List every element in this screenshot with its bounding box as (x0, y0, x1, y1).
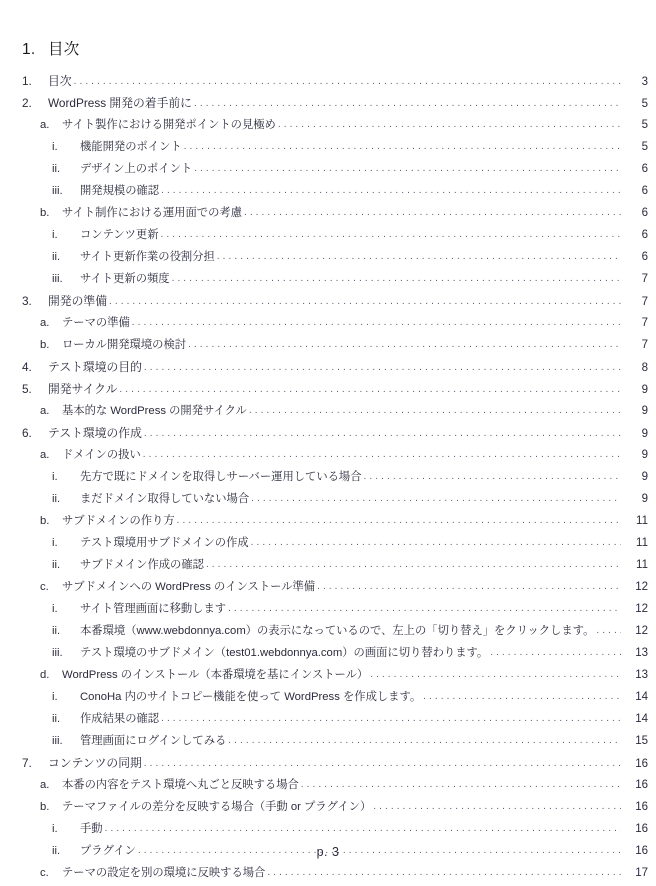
toc-entry-page-number: 9 (641, 384, 648, 396)
page-title (22, 40, 79, 60)
toc-entry[interactable] (0, 336, 656, 358)
toc-entry-marker: 2. (22, 96, 32, 110)
toc-leader-dots (206, 557, 621, 568)
toc-entry-marker: d. (40, 669, 50, 681)
toc-entry-marker: i. (52, 471, 58, 483)
toc-entry-page-number: 13 (635, 669, 648, 681)
toc-entry-page-number: 6 (641, 229, 648, 241)
toc-entry-page-number: 7 (641, 317, 648, 329)
toc-entry-page-number: 3 (641, 76, 648, 88)
toc-leader-dots (177, 513, 621, 524)
toc-entry[interactable] (0, 424, 656, 446)
toc-entry[interactable] (0, 72, 656, 94)
toc-leader-dots (251, 491, 621, 502)
toc-entry-marker: ii. (52, 163, 61, 175)
toc-leader-dots (161, 183, 621, 194)
toc-entry[interactable] (0, 710, 656, 732)
toc-leader-dots (119, 382, 621, 393)
toc-entry-label: サイト管理画面に移動します (80, 603, 227, 615)
toc-leader-dots (228, 733, 621, 744)
toc-leader-dots (249, 403, 621, 414)
toc-leader-dots (105, 821, 621, 832)
toc-entry-page-number: 12 (635, 603, 648, 615)
toc-entry-page-number: 14 (635, 691, 648, 703)
toc-entry-label: サイト制作における運用面での考慮 (62, 207, 242, 219)
toc-entry[interactable] (0, 820, 656, 842)
toc-entry-page-number: 12 (635, 625, 648, 637)
toc-entry[interactable] (0, 358, 656, 380)
toc-entry-label: 機能開発のポイント (80, 141, 182, 153)
toc-entry-marker: i. (52, 229, 58, 241)
toc-leader-dots (251, 535, 621, 546)
toc-entry[interactable] (0, 688, 656, 710)
toc-leader-dots (373, 799, 621, 810)
toc-entry-label: 手動 (80, 823, 103, 835)
toc-entry[interactable] (0, 138, 656, 160)
toc-entry-label: 開発サイクル (48, 382, 118, 396)
toc-entry-page-number: 15 (635, 735, 648, 747)
toc-entry[interactable] (0, 402, 656, 424)
toc-entry[interactable] (0, 622, 656, 644)
toc-entry-marker: a. (40, 779, 50, 791)
toc-entry-label: ConoHa 内のサイトコピー機能を使って WordPress を作成します。 (80, 691, 422, 703)
toc-entry-page-number: 16 (635, 823, 648, 835)
toc-entry[interactable] (0, 248, 656, 270)
toc-entry-marker: i. (52, 691, 58, 703)
toc-leader-dots (161, 711, 621, 722)
toc-entry[interactable] (0, 314, 656, 336)
toc-leader-dots (596, 623, 621, 634)
toc-entry[interactable] (0, 556, 656, 578)
toc-entry-label: 本番環境（www.webdonnya.com）の表示になっているので、左上の「切り替え」をクリックします。 (80, 625, 595, 637)
toc-leader-dots (228, 601, 621, 612)
toc-leader-dots (423, 689, 621, 700)
toc-leader-dots (217, 249, 621, 260)
toc-entry-label: 目次 (48, 74, 72, 88)
toc-entry-page-number: 5 (641, 98, 648, 110)
toc-entry[interactable] (0, 578, 656, 600)
toc-entry-page-number: 16 (635, 845, 648, 857)
toc-entry[interactable] (0, 116, 656, 138)
toc-entry-label: 開発規模の確認 (80, 185, 160, 197)
toc-entry-marker: a. (40, 449, 50, 461)
toc-entry-marker: b. (40, 515, 50, 527)
toc-entry[interactable] (0, 512, 656, 534)
toc-leader-dots (188, 337, 621, 348)
toc-entry-page-number: 7 (641, 296, 648, 308)
toc-entry-label: 先方で既にドメインを取得しサーバー運用している場合 (80, 471, 362, 483)
toc-entry-page-number: 9 (641, 405, 648, 417)
toc-entry[interactable] (0, 534, 656, 556)
table-of-contents (0, 72, 656, 886)
toc-entry-label: コンテンツの同期 (48, 756, 142, 770)
page-footer: p. 3 (316, 845, 340, 859)
toc-entry-page-number: 9 (641, 493, 648, 505)
toc-entry-page-number: 11 (636, 559, 648, 571)
toc-entry-label: 本番の内容をテスト環境へ丸ごと反映する場合 (62, 779, 299, 791)
toc-entry-page-number: 6 (641, 251, 648, 263)
toc-entry-marker: ii. (52, 493, 61, 505)
toc-entry[interactable] (0, 490, 656, 512)
page-title-text: 目次 (48, 41, 80, 58)
toc-entry[interactable] (0, 666, 656, 688)
toc-leader-dots (144, 426, 621, 437)
toc-entry[interactable] (0, 732, 656, 754)
toc-entry[interactable] (0, 160, 656, 182)
toc-entry-page-number: 6 (641, 207, 648, 219)
toc-entry-page-number: 14 (635, 713, 648, 725)
toc-entry-label: プラグイン (80, 845, 136, 857)
toc-entry-label: サイト更新作業の役割分担 (80, 251, 215, 263)
toc-entry-page-number: 7 (641, 339, 648, 351)
toc-leader-dots (161, 227, 621, 238)
toc-entry[interactable] (0, 600, 656, 622)
toc-leader-dots (144, 756, 621, 767)
toc-entry-page-number: 6 (641, 163, 648, 175)
toc-entry-marker: iii. (52, 647, 63, 659)
toc-leader-dots (364, 469, 621, 480)
toc-leader-dots (172, 271, 621, 282)
toc-entry-page-number: 11 (636, 537, 648, 549)
toc-entry-page-number: 12 (635, 581, 648, 593)
toc-entry-page-number: 16 (635, 801, 648, 813)
toc-entry-marker: a. (40, 405, 50, 417)
toc-entry-page-number: 7 (641, 273, 648, 285)
toc-leader-dots (184, 139, 621, 150)
toc-entry-label: テーマの設定を別の環境に反映する場合 (62, 867, 266, 879)
toc-entry[interactable] (0, 468, 656, 490)
toc-entry[interactable] (0, 270, 656, 292)
toc-entry-label: テスト環境用サブドメインの作成 (80, 537, 249, 549)
toc-entry-page-number: 16 (635, 758, 648, 770)
toc-entry-page-number: 9 (641, 428, 648, 440)
toc-entry-marker: b. (40, 207, 50, 219)
toc-leader-dots (109, 294, 621, 305)
toc-entry-label: 管理画面にログインしてみる (80, 735, 227, 747)
toc-entry-marker: ii. (52, 251, 61, 263)
toc-entry-marker: a. (40, 317, 50, 329)
toc-entry-label: サブドメイン作成の確認 (80, 559, 204, 571)
toc-leader-dots (267, 865, 621, 876)
toc-entry-page-number: 6 (641, 185, 648, 197)
toc-entry-marker: b. (40, 339, 50, 351)
toc-entry-label: デザイン上のポイント (80, 163, 193, 175)
toc-leader-dots (194, 161, 621, 172)
toc-entry-label: 作成結果の確認 (80, 713, 160, 725)
toc-leader-dots (317, 579, 621, 590)
toc-entry[interactable] (0, 446, 656, 468)
toc-leader-dots (278, 117, 621, 128)
toc-entry-label: テーマの準備 (62, 317, 130, 329)
toc-leader-dots (194, 96, 621, 107)
toc-entry[interactable] (0, 754, 656, 776)
toc-leader-dots (370, 667, 621, 678)
toc-entry-marker: 6. (22, 426, 32, 440)
toc-entry-marker: ii. (52, 625, 61, 637)
toc-leader-dots (143, 447, 621, 458)
toc-entry-marker: 5. (22, 382, 32, 396)
toc-entry-label: WordPress 開発の着手前に (48, 96, 192, 110)
toc-entry-marker: 1. (22, 74, 32, 88)
toc-entry-label: WordPress のインストール（本番環境を基にインストール） (62, 669, 369, 681)
toc-entry-page-number: 5 (641, 119, 648, 131)
toc-entry-label: サイト更新の頻度 (80, 273, 170, 285)
toc-entry-marker: a. (40, 119, 50, 131)
toc-leader-dots (132, 315, 621, 326)
toc-entry-marker: iii. (52, 185, 63, 197)
toc-entry-label: テスト環境の目的 (48, 360, 142, 374)
toc-leader-dots (244, 205, 621, 216)
toc-entry-label: サブドメインへの WordPress のインストール準備 (62, 581, 316, 593)
toc-entry-marker: c. (40, 581, 49, 593)
page-title-number: 1. (22, 41, 36, 58)
toc-entry-marker: i. (52, 823, 58, 835)
toc-entry-page-number: 8 (641, 362, 648, 374)
toc-entry-label: テスト環境のサブドメイン（test01.webdonnya.com）の画面に切り替わります。 (80, 647, 489, 659)
toc-entry-label: 開発の準備 (48, 294, 107, 308)
toc-entry-marker: c. (40, 867, 49, 879)
toc-entry-label: コンテンツ更新 (80, 229, 159, 241)
toc-entry-marker: 4. (22, 360, 32, 374)
toc-entry-page-number: 11 (636, 515, 648, 527)
toc-entry[interactable] (0, 182, 656, 204)
toc-leader-dots (74, 74, 621, 85)
toc-entry[interactable] (0, 776, 656, 798)
toc-entry-marker: ii. (52, 559, 61, 571)
toc-entry-marker: iii. (52, 273, 63, 285)
toc-leader-dots (301, 777, 621, 788)
toc-entry-label: サイト製作における開発ポイントの見極め (62, 119, 276, 131)
toc-entry-label: まだドメイン取得していない場合 (80, 493, 250, 505)
toc-leader-dots (144, 360, 621, 371)
toc-entry-page-number: 9 (641, 449, 648, 461)
toc-entry-marker: ii. (52, 845, 61, 857)
toc-entry-page-number: 9 (641, 471, 648, 483)
toc-entry[interactable] (0, 204, 656, 226)
toc-entry-marker: i. (52, 141, 58, 153)
toc-entry-marker: ii. (52, 713, 61, 725)
toc-entry-marker: i. (52, 603, 58, 615)
toc-entry-marker: b. (40, 801, 50, 813)
toc-entry-label: 基本的な WordPress の開発サイクル (62, 405, 247, 417)
toc-entry-label: テーマファイルの差分を反映する場合（手動 or プラグイン） (62, 801, 372, 813)
toc-entry[interactable] (0, 644, 656, 666)
toc-entry-label: サブドメインの作り方 (62, 515, 175, 527)
toc-leader-dots (490, 645, 621, 656)
toc-entry-label: テスト環境の作成 (48, 426, 142, 440)
toc-entry-label: ローカル開発環境の検討 (62, 339, 187, 351)
toc-entry-label: ドメインの扱い (62, 449, 141, 461)
toc-entry-page-number: 17 (635, 867, 648, 879)
toc-entry[interactable] (0, 864, 656, 886)
toc-entry-marker: i. (52, 537, 58, 549)
toc-entry-marker: 7. (22, 756, 32, 770)
toc-entry-marker: iii. (52, 735, 63, 747)
toc-entry[interactable] (0, 380, 656, 402)
toc-entry[interactable] (0, 226, 656, 248)
toc-entry[interactable] (0, 798, 656, 820)
toc-entry-page-number: 13 (635, 647, 648, 659)
toc-entry[interactable] (0, 94, 656, 116)
toc-entry-marker: 3. (22, 294, 32, 308)
toc-entry[interactable] (0, 292, 656, 314)
toc-entry-page-number: 16 (635, 779, 648, 791)
toc-entry-page-number: 5 (641, 141, 648, 153)
